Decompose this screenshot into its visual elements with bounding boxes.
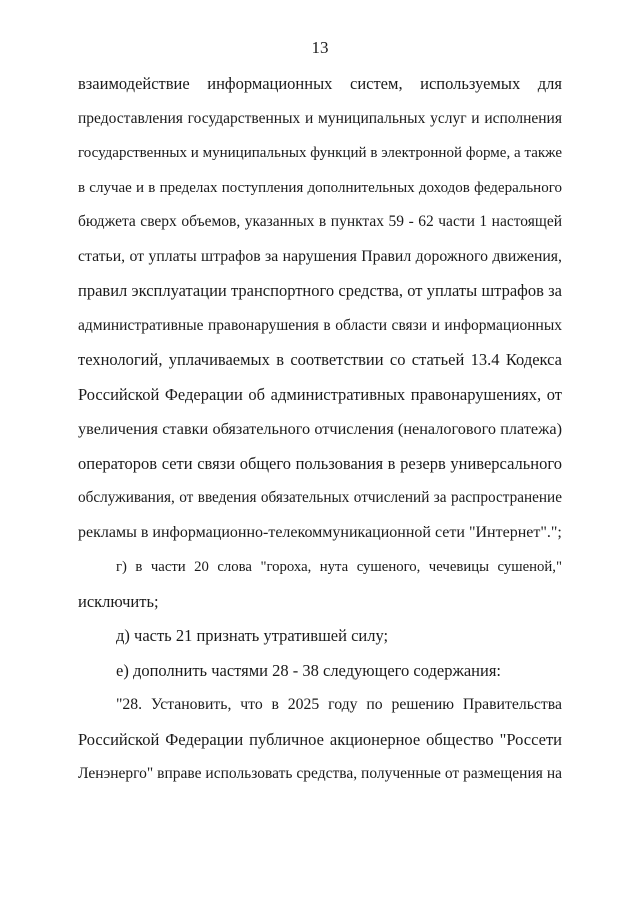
- text-line: увеличения ставки обязательного отчисления (неналогового платежа): [78, 420, 562, 438]
- text-line: взаимодействие информационных систем, используемых для: [78, 74, 562, 93]
- text-line: обслуживания, от введения обязательных отчислений за распространение: [78, 489, 562, 506]
- text-line: "28. Установить, что в 2025 году по решению Правительства: [116, 696, 562, 713]
- text-line: исключить;: [78, 591, 159, 611]
- text-line: предоставления государственных и муниципальных услуг и исполнения: [78, 109, 562, 127]
- text-line: в случае и в пределах поступления дополнительных доходов федерального: [78, 179, 562, 196]
- text-line: д) часть 21 признать утратившей силу;: [116, 626, 389, 645]
- text-line: г) в части 20 слова "гороха, нута сушеного, чечевицы сушеной,": [116, 559, 562, 575]
- text-line: административные правонарушения в области связи и информационных: [78, 316, 562, 334]
- page-number: 13: [311, 38, 329, 57]
- text-line: бюджета сверх объемов, указанных в пунктах 59 - 62 части 1 настоящей: [78, 213, 562, 230]
- text-line: правил эксплуатации транспортного средства, от уплаты штрафов за: [78, 281, 562, 300]
- text-line: е) дополнить частями 28 - 38 следующего содержания:: [116, 660, 502, 680]
- text-line: Российской Федерации об административных правонарушениях, от: [78, 384, 562, 404]
- text-line: рекламы в информационно-телекоммуникационной сети "Интернет".";: [78, 523, 562, 541]
- text-line: технологий, уплачиваемых в соответствии со статьей 13.4 Кодекса: [78, 350, 562, 369]
- text-line: операторов сети связи общего пользования в резерв универсального: [78, 453, 562, 473]
- text-line: Российской Федерации публичное акционерное общество "Россети: [78, 729, 562, 749]
- text-line: Ленэнерго" вправе использовать средства, полученные от размещения на: [78, 765, 562, 782]
- text-line: государственных и муниципальных функций в электронной форме, а также: [78, 145, 562, 161]
- text-line: статьи, от уплаты штрафов за нарушения Правил дорожного движения,: [78, 247, 562, 265]
- document-body: [78, 67, 562, 792]
